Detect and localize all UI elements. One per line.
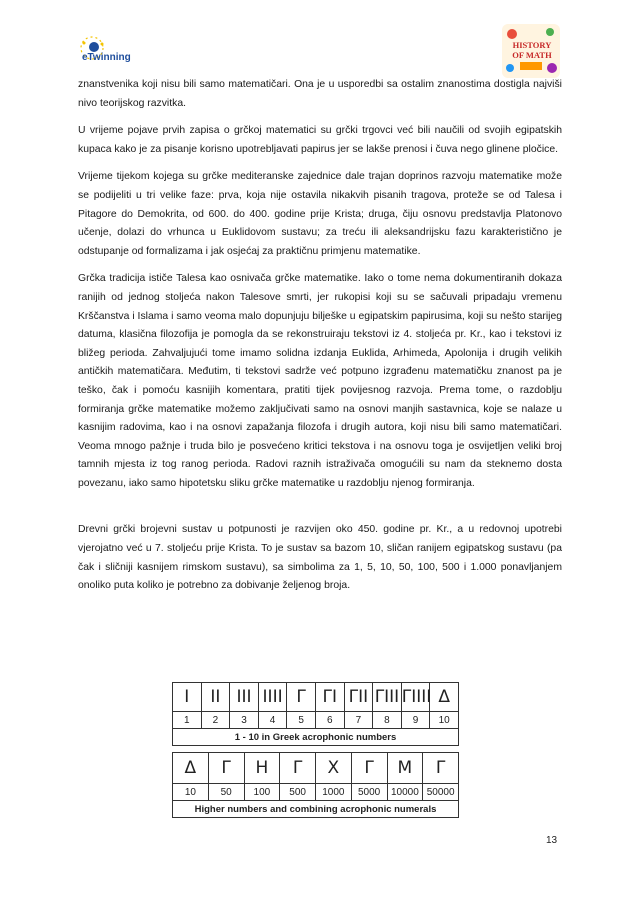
numeral-symbol: IIII (258, 683, 287, 712)
numeral-symbol: Γ (208, 753, 244, 784)
paragraph-2: U vrijeme pojave prvih zapisa o grčkoj matematici su grčki trgovci već bili naučili od svojih egipatskih kupaca kako je za pisanje korisno upotrebljavati papirus jer se lakše prenosi i čuva nego glinene pločice. (78, 125, 562, 155)
numeral-value: 2 (201, 712, 230, 729)
numerals-table-1-10 (172, 682, 459, 746)
numeral-symbol: II (201, 683, 230, 712)
document-body (78, 76, 562, 605)
numeral-value: 10 (430, 712, 459, 729)
numeral-symbol: M (387, 753, 423, 784)
numeral-value: 10000 (387, 784, 423, 801)
paragraph-5: Drevni grčki brojevni sustav u potpunosti je razvijen oko 450. godine pr. Kr., a u redovnoj upotrebi vjerojatno već u 7. stoljeću prije Krista. To je sustav sa bazom 10, sličan ranijem egipatskog sustavu (pa čak i sličniji kasnijem rimskom sustavu), sa simbolima za 1, 5, 10, 50, 100, 500 i 1.000 ponavljanjem onoliko puta koliko je potrebno za dobivanje željenog broja. (78, 524, 562, 592)
numeral-symbol: III (230, 683, 259, 712)
numeral-value: 50000 (423, 784, 459, 801)
numeral-value: 50 (208, 784, 244, 801)
page-number: 13 (546, 835, 558, 846)
numeral-symbol: ΓIIII (401, 683, 430, 712)
numerals-caption-higher: Higher numbers and combining acrophonic numerals (173, 801, 459, 818)
numeral-symbol: ΓII (344, 683, 373, 712)
numeral-value: 500 (280, 784, 316, 801)
numeral-symbol: Δ (173, 753, 209, 784)
numeral-symbol: Δ (430, 683, 459, 712)
numeral-value: 5 (287, 712, 316, 729)
numeral-value: 1 (173, 712, 202, 729)
numeral-value: 10 (173, 784, 209, 801)
history-of-math-logo (500, 22, 562, 80)
etwinning-logo (78, 34, 140, 66)
numeral-value: 8 (373, 712, 402, 729)
numeral-value: 1000 (316, 784, 352, 801)
numeral-symbol: Γ (280, 753, 316, 784)
numeral-value: 7 (344, 712, 373, 729)
numerals-table-higher (172, 752, 459, 818)
history-of-math-logo-text: HISTORY OF MATH (512, 40, 552, 60)
greek-numerals-figure (172, 682, 459, 818)
numeral-symbol: ΓI (315, 683, 344, 712)
numeral-value: 3 (230, 712, 259, 729)
numeral-value: 9 (401, 712, 430, 729)
paragraph-3: Vrijeme tijekom kojega su grčke mediteranske zajednice dale trajan doprinos razvoju matematike može se podijeliti u tri velike faze: prva, koja nije ostavila nikakvih pisanih tragova, proteže se od Talesa i Pitagore do Demokrita, od 600. do 400. godine prije Krista; druga, čiju osnovu predstavlja Platonovo učenje, dolazi do vrhunca u Euklidovom sustavu; za treću ili aleksandrijsku fazu karakteristično je odstupanje od formalizama i jak osjećaj za praktičnu primjenu matematike. (78, 171, 562, 257)
numeral-value: 4 (258, 712, 287, 729)
numeral-symbol: H (244, 753, 280, 784)
numeral-symbol: ΓIII (373, 683, 402, 712)
paragraph-4: Grčka tradicija ističe Talesa kao osnivača grčke matematike. Iako o tome nema dokumentiranih dokaza ranijih od jednog stoljeća nakon Talesove smrti, jer rukopisi koji su se sačuvali pripadaju vremenu Krščanstva i Islama i samo veoma malo dopunjuju bilješke u egipatskim papirusima, koji su nešto starijeg datuma, klasična filozofija je pomogla da se rekonstruiraju tekstovi iz 4. stoljeća pr. Kr., kao i tekstovi iz bližeg perioda. Zahvaljujući tome imamo solidna izdanja Euklida, Arhimeda, Apolonija i drugih velikih antičkih matematičara. Međutim, ti tekstovi sadrže već potpuno izgrađenu matematičku znanost pa je teško, čak i pomoću kasnijih komentara, pratiti tijek povijesnog razvoja. Prema tome, o razdoblju formiranja grčke matematike možemo zaključivati samo na osnovi manjih sastavnica, koje se nalaze u kasnijim radovima, kao i na osnovi zapažanja filozofa i drugih autora, koji nisu bili samo matematičari. Veoma mnogo pažnje i truda bilo je posvećeno kritici tekstova i na osnovu toga je osvijetljen veliki broj tamnih mjesta iz tog ranog perioda. Radovi raznih istraživača omogućili su nam da steknemo dosta povezanu, iako samo hipotetsku sliku grčke matematike u razdoblju njenog formiranja. (78, 273, 562, 489)
numeral-symbol: I (173, 683, 202, 712)
etwinning-logo-text: eTwinning (82, 52, 131, 63)
numeral-symbol: Γ (351, 753, 387, 784)
numeral-value: 100 (244, 784, 280, 801)
numerals-caption-1-10: 1 - 10 in Greek acrophonic numbers (173, 729, 459, 746)
numeral-value: 5000 (351, 784, 387, 801)
numeral-symbol: Γ (423, 753, 459, 784)
numeral-value: 6 (315, 712, 344, 729)
paragraph-1: znanstvenika koji nisu bili samo matematičari. Ona je u usporedbi sa ostalim znanostima dostigla najviši nivo teorijskog razvitka. (78, 79, 562, 109)
numeral-symbol: Γ (287, 683, 316, 712)
numeral-symbol: X (316, 753, 352, 784)
